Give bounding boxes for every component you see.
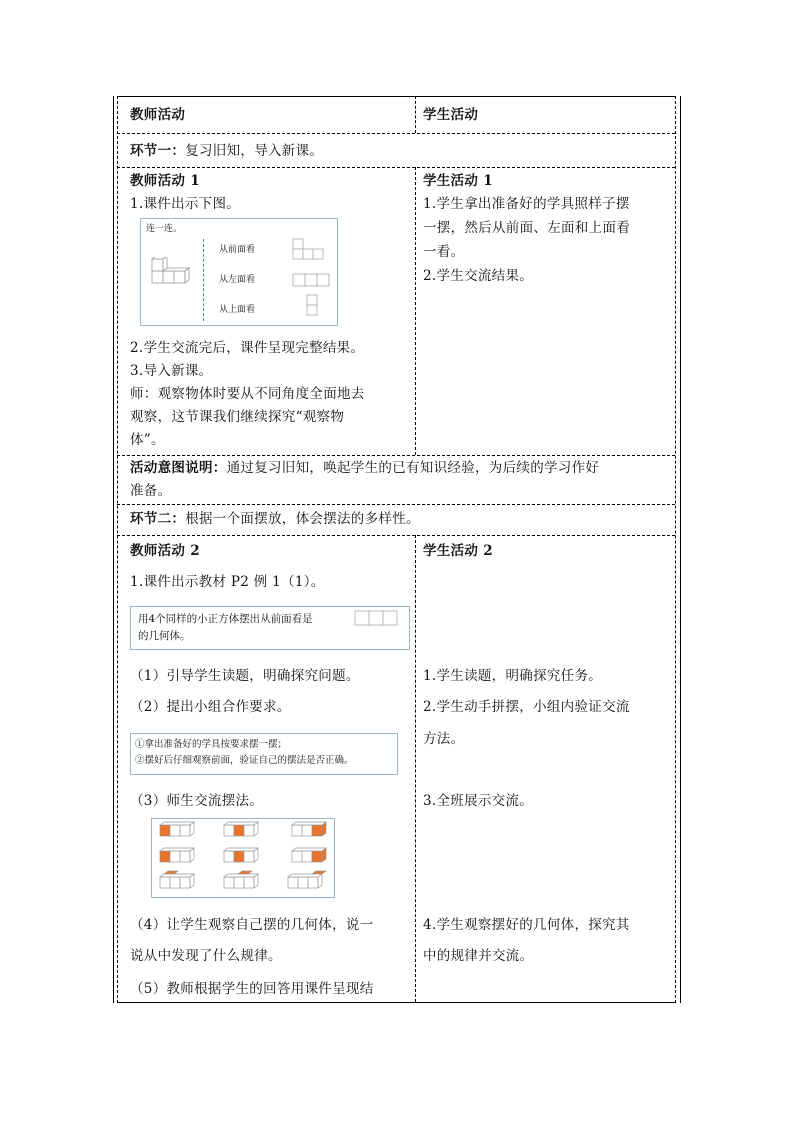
intent-label: 活动意图说明： <box>130 460 227 476</box>
figure-view-front-label: 从前面看 <box>219 245 256 255</box>
requirements-box <box>130 733 398 775</box>
table-bottom-border <box>117 1002 675 1003</box>
section2-heading <box>130 507 420 531</box>
teacher-step-2: 2.学生交流完后，课件呈现完整结果。 <box>130 340 365 356</box>
section2-label: 环节二： <box>130 511 186 527</box>
figure-dashed-separator <box>203 239 204 321</box>
student-substep-3: 3.全班展示交流。 <box>423 793 534 809</box>
figure-caption: 连一连。 <box>146 224 183 234</box>
table-outer-right-border <box>680 96 681 1003</box>
student-substep-1: 1.学生读题，明确探究任务。 <box>423 668 603 684</box>
problem-figure <box>130 606 410 650</box>
teacher-activity-2-title: 教师活动 2 <box>130 543 200 559</box>
requirement-line-1: ①拿出准备好的学具按要求摆一摆； <box>135 739 288 750</box>
intent-line-1 <box>130 456 599 480</box>
header-teacher: 教师活动 <box>130 107 186 123</box>
teacher-substep-5: （5）教师根据学生的回答用课件呈现结 <box>130 981 374 997</box>
student-step-line: 1.学生拿出准备好的学具照样子摆 <box>423 196 630 212</box>
student-substep-2-cont: 方法。 <box>423 731 465 747</box>
teacher-remark-line: 体”。 <box>130 432 165 448</box>
row-divider <box>117 167 675 168</box>
arrangements-figure <box>151 818 335 898</box>
teacher-substep-1: （1）引导学生读题，明确探究问题。 <box>130 668 360 684</box>
teacher-step-3: 3.导入新课。 <box>130 363 213 379</box>
problem-line-1: 用4个同样的小正方体摆出从前面看是 <box>138 613 313 625</box>
section1-heading <box>130 139 323 163</box>
intent-line-2: 准备。 <box>130 483 172 499</box>
teacher-activity-1-title: 教师活动 1 <box>130 173 200 189</box>
top-view-shape <box>305 293 325 319</box>
student-substep-4: 4.学生观察摆好的几何体，探究其 <box>423 917 630 933</box>
figure-view-top-label: 从上面看 <box>219 305 256 315</box>
section1-text: 复习旧知，导入新课。 <box>185 143 324 159</box>
left-view-shape <box>291 272 331 290</box>
table-inner-left-border <box>117 96 118 1003</box>
section2-text: 根据一个面摆放，体会摆法的多样性。 <box>185 511 420 527</box>
requirement-line-2: ②摆好后仔细观察前面，验证自己的摆法是否正确。 <box>135 755 354 766</box>
student-substep-4-cont: 中的规律并交流。 <box>423 948 534 964</box>
student-substep-2: 2.学生动手拼摆，小组内验证交流 <box>423 699 630 715</box>
column-divider <box>415 96 416 133</box>
row-divider <box>117 133 675 134</box>
problem-line-2: 的几何体。 <box>138 630 191 642</box>
table-top-border <box>117 96 675 97</box>
table-outer-left-border <box>113 96 114 1003</box>
teacher-substep-3: （3）师生交流摆法。 <box>130 793 264 809</box>
figure-view-left-label: 从左面看 <box>219 275 256 285</box>
student-step-line: 一看。 <box>423 244 465 260</box>
teacher-step-1: 1.课件出示下图。 <box>130 196 241 212</box>
cube-stack-illustration <box>148 257 208 297</box>
row-divider <box>117 504 675 505</box>
teacher-step-1: 1.课件出示教材 P2 例 1（1）。 <box>130 574 325 590</box>
cube-arrangements-illustration <box>152 819 334 897</box>
table-inner-right-border <box>675 96 676 1003</box>
teacher-remark-line: 师：观察物体时要从不同角度全面地去 <box>130 386 365 402</box>
view-matching-figure <box>140 218 338 326</box>
intent-text: 通过复习旧知，唤起学生的已有知识经验，为后续的学习作好 <box>226 460 600 476</box>
header-student: 学生活动 <box>423 107 479 123</box>
student-step-line: 一摆，然后从前面、左面和上面看 <box>423 220 630 236</box>
student-step-line: 2.学生交流结果。 <box>423 268 534 284</box>
front-view-shape <box>354 610 400 626</box>
teacher-substep-4: （4）让学生观察自己摆的几何体，说一 <box>130 917 374 933</box>
column-divider <box>415 167 416 455</box>
teacher-remark-line: 观察，这节课我们继续探究“观察物 <box>130 409 345 425</box>
column-divider <box>415 535 416 1002</box>
student-activity-2-title: 学生活动 2 <box>423 543 493 559</box>
student-activity-1-title: 学生活动 1 <box>423 173 493 189</box>
teacher-substep-4-cont: 说从中发现了什么规律。 <box>130 948 282 964</box>
row-divider <box>117 535 675 536</box>
teacher-substep-2: （2）提出小组合作要求。 <box>130 699 291 715</box>
front-view-shape <box>291 237 331 265</box>
section1-label: 环节一： <box>130 143 186 159</box>
